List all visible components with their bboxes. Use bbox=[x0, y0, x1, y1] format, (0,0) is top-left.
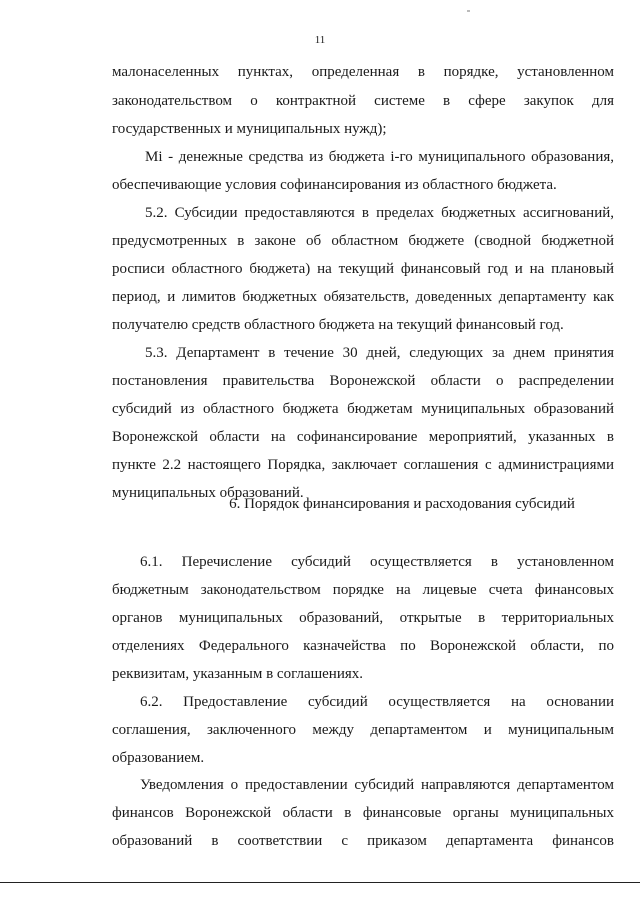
text-line: Mi - денежные средства из бюджета i-го муниципального образования, bbox=[145, 149, 614, 165]
text-line: обеспечивающие условия софинансирования из областного бюджета. bbox=[112, 177, 557, 193]
text-line: законодательством о контрактной системе в сфере закупок для bbox=[112, 93, 614, 109]
text-line: образованием. bbox=[112, 750, 205, 766]
text-line: бюджетным законодательством порядке на лицевые счета финансовых bbox=[112, 582, 614, 598]
section-heading: 6. Порядок финансирования и расходования субсидий bbox=[229, 496, 575, 512]
text-line: пункте 2.2 настоящего Порядка, заключает соглашения с администрациями bbox=[112, 457, 614, 473]
text-line: росписи областного бюджета) на текущий финансовый год и на плановый bbox=[112, 261, 614, 277]
text-line: 6.2. Предоставление субсидий осуществляется на основании bbox=[140, 694, 614, 710]
text-line: субсидий из областного бюджета бюджетам муниципальных образований bbox=[112, 401, 614, 417]
text-line: 5.3. Департамент в течение 30 дней, следующих за днем принятия bbox=[145, 345, 614, 361]
text-line: Уведомления о предоставлении субсидий направляются департаментом bbox=[140, 777, 614, 793]
text-line: 5.2. Субсидии предоставляются в пределах бюджетных ассигнований, bbox=[145, 205, 614, 221]
text-line: финансов Воронежской области в финансовые органы муниципальных bbox=[112, 805, 614, 821]
scan-mark bbox=[467, 10, 470, 12]
scan-bottom-rule bbox=[0, 882, 640, 883]
text-line: государственных и муниципальных нужд); bbox=[112, 121, 387, 137]
text-line: образований в соответствии с приказом департамента финансов bbox=[112, 833, 614, 849]
page-number: 11 bbox=[314, 34, 326, 46]
text-line: соглашения, заключенного между департаментом и муниципальным bbox=[112, 722, 614, 738]
text-line: малонаселенных пунктах, определенная в порядке, установленном bbox=[112, 64, 614, 80]
text-line: муниципальных образований. bbox=[112, 485, 304, 501]
text-line: органов муниципальных образований, открытые в территориальных bbox=[112, 610, 614, 626]
text-line: постановления правительства Воронежской области о распределении bbox=[112, 373, 614, 389]
text-line: реквизитам, указанным в соглашениях. bbox=[112, 666, 364, 682]
text-line: 6.1. Перечисление субсидий осуществляется в установленном bbox=[140, 554, 614, 570]
text-line: Воронежской области на софинансирование мероприятий, указанных в bbox=[112, 429, 614, 445]
text-line: отделениях Федерального казначейства по Воронежской области, по bbox=[112, 638, 614, 654]
text-line: период, и лимитов бюджетных обязательств, доведенных департаменту как bbox=[112, 289, 614, 305]
text-line: предусмотренных в законе об областном бюджете (сводной бюджетной bbox=[112, 233, 614, 249]
text-line: получателю средств областного бюджета на текущий финансовый год. bbox=[112, 317, 564, 333]
